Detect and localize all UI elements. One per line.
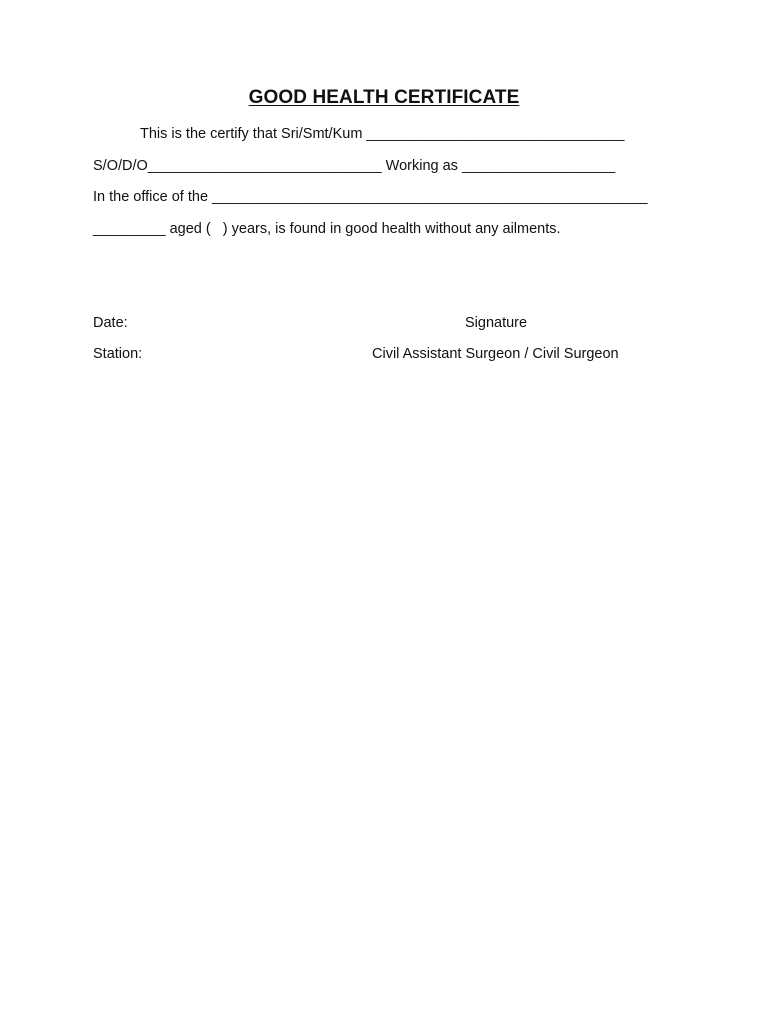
signature-label: Signature xyxy=(465,315,528,331)
body-line-certify: This is the certify that Sri/Smt/Kum ________________________________ xyxy=(140,126,625,142)
body-line-age: _________ aged ( ) years, is found in good health without any ailments. xyxy=(93,221,561,237)
signatory-title: Civil Assistant Surgeon / Civil Surgeon xyxy=(372,346,619,362)
station-label: Station: xyxy=(93,346,143,362)
date-label: Date: xyxy=(93,315,128,331)
body-line-office: In the office of the ______________________________________________________ xyxy=(93,189,648,205)
certificate-title: GOOD HEALTH CERTIFICATE xyxy=(248,87,520,108)
body-line-relation: S/O/D/O_____________________________ Working as ___________________ xyxy=(93,158,616,174)
